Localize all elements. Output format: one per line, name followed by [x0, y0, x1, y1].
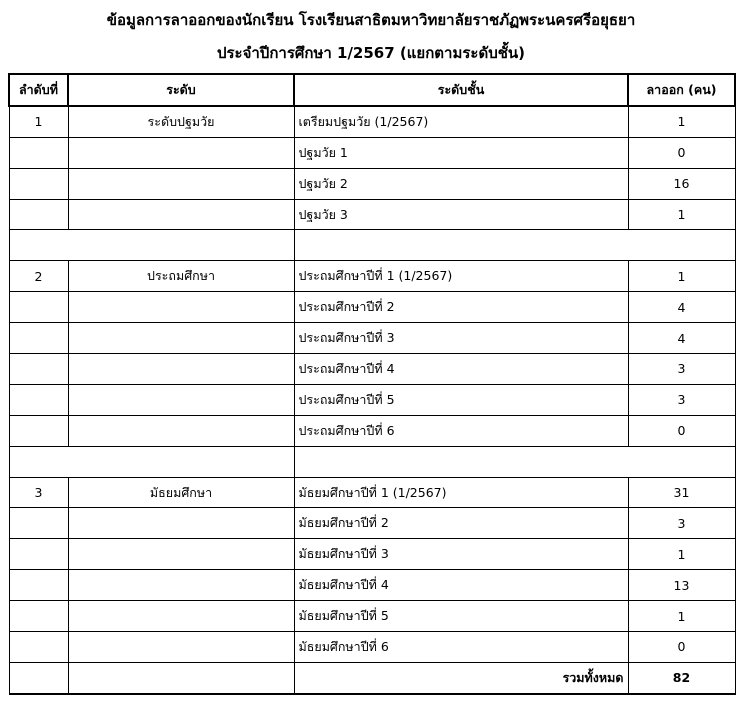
resignation-table	[8, 73, 736, 695]
row-level	[68, 384, 294, 415]
row-leave-count: 0	[628, 137, 735, 168]
row-level	[68, 508, 294, 539]
row-level	[68, 199, 294, 230]
spacer-cell-right	[294, 230, 735, 261]
table-row	[9, 384, 735, 415]
row-level: ประถมศึกษา	[68, 261, 294, 292]
table-row	[9, 137, 735, 168]
row-leave-count: 1	[628, 539, 735, 570]
table-row	[9, 415, 735, 446]
table-row	[9, 230, 735, 261]
row-leave-count: 0	[628, 415, 735, 446]
row-level	[68, 292, 294, 323]
spacer-cell-left	[9, 446, 294, 477]
row-leave-count: 31	[628, 477, 735, 508]
row-level	[68, 415, 294, 446]
table-row	[9, 446, 735, 477]
spacer-cell-right	[294, 446, 735, 477]
row-grade: มัธยมศึกษาปีที่ 2	[294, 508, 628, 539]
row-number: 1	[9, 106, 68, 137]
row-level	[68, 137, 294, 168]
header-leave-count: ลาออก (คน)	[628, 74, 735, 106]
row-number	[9, 292, 68, 323]
row-grade: ประถมศึกษาปีที่ 3	[294, 323, 628, 354]
row-number	[9, 137, 68, 168]
row-number	[9, 539, 68, 570]
row-grade: มัธยมศึกษาปีที่ 4	[294, 570, 628, 601]
report-title: ข้อมูลการลาออกของนักเรียน โรงเรียนสาธิตมหาวิทยาลัยราชภัฏพระนครศรีอยุธยา	[106, 11, 636, 29]
row-level	[68, 570, 294, 601]
row-number	[9, 354, 68, 385]
total-count: 82	[628, 662, 735, 693]
table-row	[9, 106, 735, 137]
row-leave-count: 4	[628, 323, 735, 354]
row-grade: ประถมศึกษาปีที่ 5	[294, 384, 628, 415]
row-leave-count: 3	[628, 354, 735, 385]
table-header-row	[9, 74, 735, 106]
header-no: ลำดับที่	[9, 74, 68, 106]
row-leave-count: 13	[628, 570, 735, 601]
row-grade: มัธยมศึกษาปีที่ 3	[294, 539, 628, 570]
table-row	[9, 261, 735, 292]
row-level: มัธยมศึกษา	[68, 477, 294, 508]
row-level	[68, 601, 294, 632]
table-row	[9, 292, 735, 323]
table-row	[9, 632, 735, 663]
total-level-cell	[68, 662, 294, 693]
total-no-cell	[9, 662, 68, 693]
row-number	[9, 415, 68, 446]
table-row	[9, 601, 735, 632]
report-subtitle: ประจำปีการศึกษา 1/2567 (แยกตามระดับชั้น)	[216, 44, 526, 62]
table-row	[9, 168, 735, 199]
row-level	[68, 539, 294, 570]
row-leave-count: 1	[628, 106, 735, 137]
total-label: รวมทั้งหมด	[294, 662, 628, 693]
row-grade: ประถมศึกษาปีที่ 1 (1/2567)	[294, 261, 628, 292]
table-row	[9, 354, 735, 385]
row-leave-count: 0	[628, 632, 735, 663]
row-grade: มัธยมศึกษาปีที่ 6	[294, 632, 628, 663]
header-level: ระดับ	[68, 74, 294, 106]
row-leave-count: 1	[628, 601, 735, 632]
row-number	[9, 570, 68, 601]
row-grade: มัธยมศึกษาปีที่ 1 (1/2567)	[294, 477, 628, 508]
row-number: 3	[9, 477, 68, 508]
table-row	[9, 539, 735, 570]
row-number	[9, 199, 68, 230]
table-row	[9, 570, 735, 601]
table-row	[9, 477, 735, 508]
row-grade: ประถมศึกษาปีที่ 6	[294, 415, 628, 446]
table-body	[9, 106, 735, 694]
row-number: 2	[9, 261, 68, 292]
row-grade: ปฐมวัย 2	[294, 168, 628, 199]
row-level	[68, 632, 294, 663]
row-level	[68, 354, 294, 385]
row-number	[9, 323, 68, 354]
row-number	[9, 168, 68, 199]
row-grade: ประถมศึกษาปีที่ 4	[294, 354, 628, 385]
row-leave-count: 1	[628, 199, 735, 230]
row-leave-count: 4	[628, 292, 735, 323]
total-row	[9, 662, 735, 693]
row-number	[9, 601, 68, 632]
row-leave-count: 3	[628, 508, 735, 539]
row-grade: ปฐมวัย 1	[294, 137, 628, 168]
table-row	[9, 508, 735, 539]
table-row	[9, 323, 735, 354]
spacer-cell-left	[9, 230, 294, 261]
row-level	[68, 323, 294, 354]
header-grade: ระดับชั้น	[294, 74, 628, 106]
row-grade: ประถมศึกษาปีที่ 2	[294, 292, 628, 323]
row-leave-count: 3	[628, 384, 735, 415]
row-grade: ปฐมวัย 3	[294, 199, 628, 230]
row-number	[9, 508, 68, 539]
row-leave-count: 1	[628, 261, 735, 292]
row-level	[68, 168, 294, 199]
row-number	[9, 632, 68, 663]
table-row	[9, 199, 735, 230]
row-grade: เตรียมปฐมวัย (1/2567)	[294, 106, 628, 137]
row-grade: มัธยมศึกษาปีที่ 5	[294, 601, 628, 632]
row-number	[9, 384, 68, 415]
row-level: ระดับปฐมวัย	[68, 106, 294, 137]
row-leave-count: 16	[628, 168, 735, 199]
